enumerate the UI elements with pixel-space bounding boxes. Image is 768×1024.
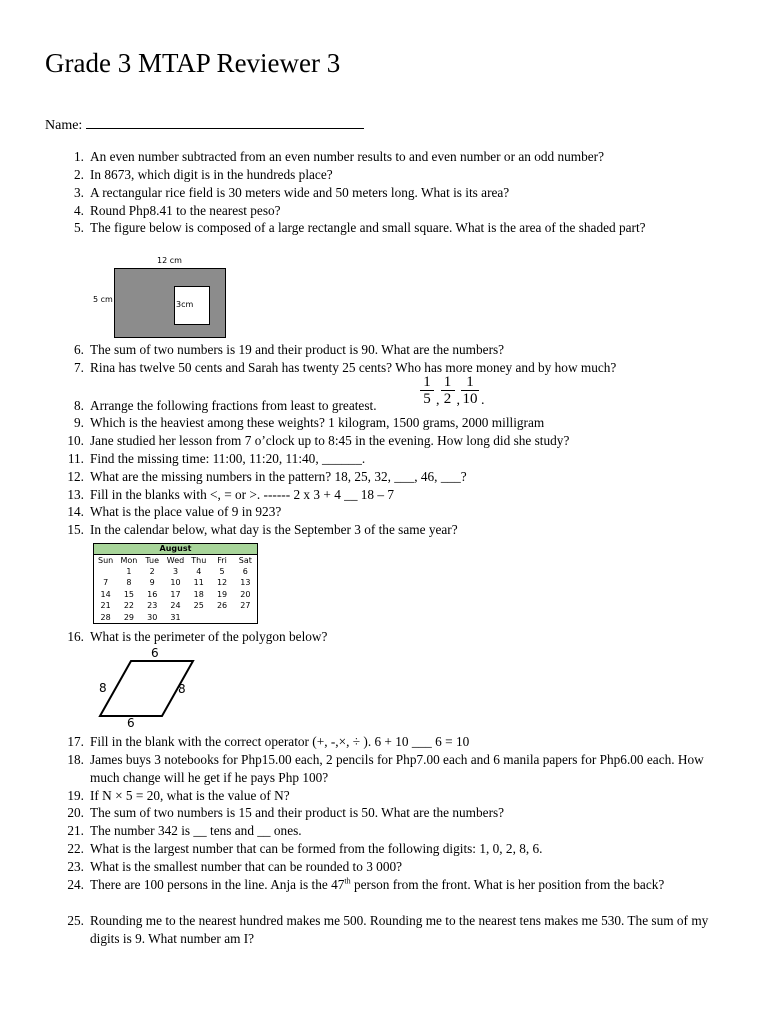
weekday-label: Sun [98, 556, 114, 565]
question-11: 11. Find the missing time: 11:00, 11:20, 11:40, ______. [67, 451, 366, 466]
fraction-one-fifth: $\frac{1}{5}$ [420, 374, 434, 408]
name-blank-line[interactable] [86, 114, 364, 129]
calendar-day: 28 [100, 612, 111, 622]
weekday-label: Fri [217, 556, 227, 565]
question-7: 7. Rina has twelve 50 cents and Sarah has twenty 25 cents? Who has more money and by how much? [74, 360, 617, 375]
calendar-day: 29 [123, 612, 135, 622]
calendar-day: 21 [100, 601, 111, 611]
question-25: 25. Rounding me to the nearest hundred makes me 500. Rounding me to the nearest tens makes me 530. The sum of my digits is 9. What number am I? [67, 913, 709, 946]
square-side-label: 3cm [176, 300, 194, 309]
parallelogram-shape [93, 646, 203, 732]
calendar-day [234, 612, 257, 623]
question-19: 19. If N × 5 = 20, what is the value of N? [67, 788, 290, 803]
weekday-label: Wed [166, 556, 185, 565]
calendar-day: 6 [242, 567, 248, 576]
name-label: Name: [45, 118, 83, 133]
calendar-day: 31 [170, 612, 181, 622]
bottom-side-label: 6 [127, 716, 135, 730]
question-3: 3. A rectangular rice field is 30 meters wide and 50 meters long. What is its area? [74, 185, 510, 200]
calendar-day: 26 [216, 601, 228, 611]
question-20: 20. The sum of two numbers is 15 and their product is 50. What are the numbers? [67, 805, 505, 820]
calendar-day: 1 [126, 567, 132, 576]
calendar-day: 8 [126, 578, 132, 588]
calendar-week [94, 612, 257, 623]
question-15: 15. In the calendar below, what day is the September 3 of the same year? [67, 522, 458, 537]
question-14: 14. What is the place value of 9 in 923? [67, 504, 282, 519]
calendar-day: 9 [149, 578, 155, 588]
calendar-day: 18 [193, 589, 204, 599]
fraction-list: $\frac{1}{5}$ , $\frac{1}{2}$ , $\frac{1}{10}$ . [420, 374, 486, 414]
calendar-day: 17 [170, 589, 181, 599]
august-calendar [93, 543, 258, 624]
calendar-day: 20 [240, 589, 251, 599]
calendar-day [187, 612, 210, 623]
page-title: Grade 3 MTAP Reviewer 3 [45, 48, 341, 78]
question-5: 5. The figure below is composed of a large rectangle and small square. What is the area of the shaded part? [74, 220, 646, 235]
calendar-day: 23 [147, 601, 158, 611]
question-1: 1. An even number subtracted from an even number results to and even number or an odd number? [74, 149, 604, 164]
calendar-week [94, 566, 257, 577]
calendar-day: 25 [193, 601, 204, 611]
weekday-label: Thu [191, 556, 207, 565]
weekday-label: Tue [145, 556, 160, 565]
calendar-day: 12 [216, 578, 228, 588]
figure-height-label: 5 cm [93, 295, 113, 304]
calendar-day: 2 [149, 567, 155, 576]
name-field-row [45, 114, 364, 134]
question-18: 18. James buys 3 notebooks for Php15.00 each, 2 pencils for Php7.00 each and 6 manila papers for Php6.00 each. How much change will he get if he pays Php 100? [67, 752, 704, 785]
calendar-day: 15 [123, 589, 135, 599]
question-4: 4. Round Php8.41 to the nearest peso? [74, 203, 281, 218]
calendar-day [210, 612, 233, 623]
question-23: 23. What is the smallest number that can be rounded to 3 000? [67, 859, 403, 874]
question-17: 17. Fill in the blank with the correct operator (+, -,×, ÷ ). 6 + 10 ___ 6 = 10 [67, 734, 470, 749]
calendar-day: 27 [240, 601, 251, 611]
calendar-day: 22 [123, 601, 135, 611]
calendar-day: 3 [172, 567, 179, 576]
calendar-day: 13 [240, 578, 251, 588]
calendar-day: 10 [170, 578, 181, 588]
left-side-label: 8 [99, 681, 107, 695]
calendar-grid [94, 555, 257, 623]
calendar-month: August [94, 544, 257, 555]
calendar-day [94, 566, 117, 577]
question-16: 16. What is the perimeter of the polygon below? [67, 629, 328, 644]
calendar-week [94, 577, 257, 588]
calendar-day: 5 [219, 567, 225, 576]
top-side-label: 6 [151, 646, 159, 660]
calendar-week [94, 589, 257, 600]
question-9: 9. Which is the heaviest among these weights? 1 kilogram, 1500 grams, 2000 milligram [74, 415, 545, 430]
rectangle-square-figure [93, 256, 233, 340]
parallelogram-figure [93, 646, 203, 732]
shaded-rectangle [114, 268, 226, 338]
question-21: 21. The number 342 is __ tens and __ ones. [67, 823, 302, 838]
calendar-day: 11 [193, 578, 204, 588]
calendar-day: 16 [147, 589, 158, 599]
calendar-day: 4 [196, 567, 202, 576]
figure-width-label: 12 cm [157, 256, 182, 265]
weekday-label: Mon [120, 556, 138, 565]
question-2: 2. In 8673, which digit is in the hundreds place? [74, 167, 333, 182]
calendar-day: 14 [100, 589, 111, 599]
calendar-day: 24 [170, 601, 181, 611]
question-6: 6. The sum of two numbers is 19 and their product is 90. What are the numbers? [74, 342, 505, 357]
question-10: 10. Jane studied her lesson from 7 o’clock up to 8:45 in the evening. How long did she study? [67, 433, 570, 448]
calendar-day: 30 [147, 612, 158, 622]
calendar-day: 7 [103, 578, 109, 588]
question-24: 24. There are 100 persons in the line. Anja is the 47th person from the front. What is her position from the back? [67, 876, 665, 892]
calendar-day: 19 [216, 589, 228, 599]
question-22: 22. What is the largest number that can be formed from the following digits: 1, 0, 2, 8, 6. [67, 841, 543, 856]
right-side-label: 8 [178, 682, 186, 696]
question-8: 8. Arrange the following fractions from least to greatest. [74, 398, 377, 413]
fraction-one-half: $\frac{1}{2}$ [441, 374, 455, 408]
calendar-week [94, 600, 257, 611]
weekday-label: Sat [238, 556, 252, 565]
fraction-one-tenth: $\frac{1}{10}$ [462, 374, 478, 407]
question-13: 13. Fill in the blanks with <, = or >. ------ 2 x 3 + 4 __ 18 – 7 [67, 487, 395, 502]
question-12: 12. What are the missing numbers in the pattern? 18, 25, 32, ___, 46, ___? [67, 469, 467, 484]
unshaded-square [174, 286, 210, 325]
